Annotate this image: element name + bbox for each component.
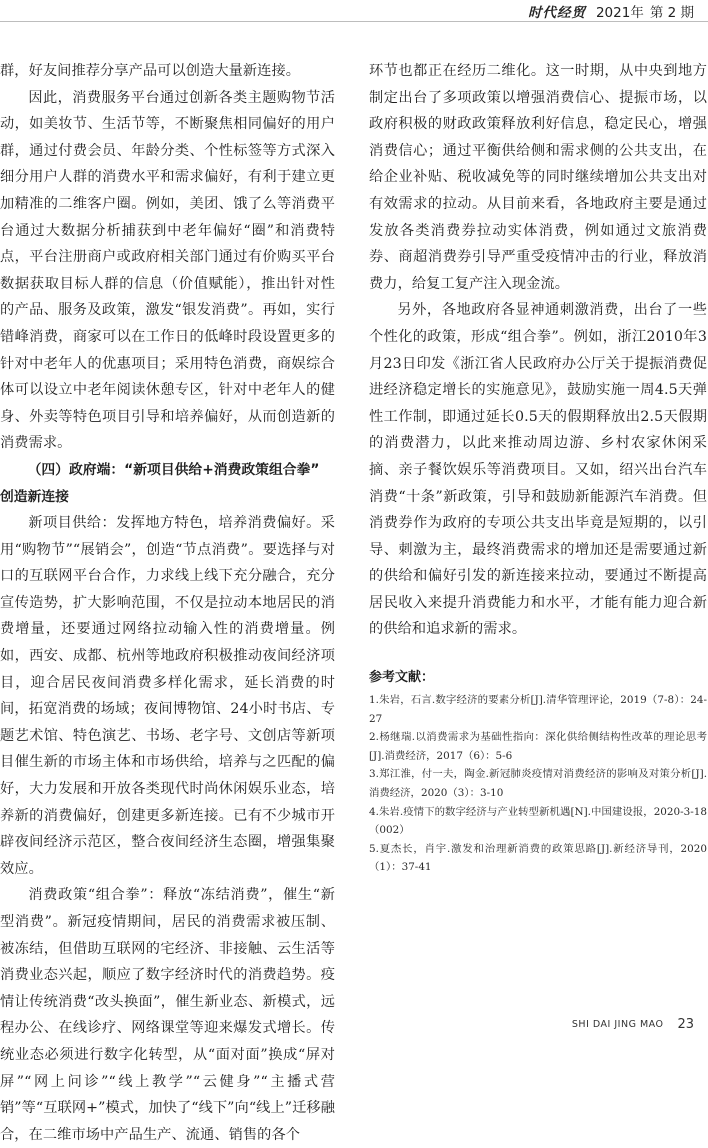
header-text bbox=[528, 1, 694, 21]
page-header bbox=[0, 0, 708, 22]
reference-item: 3.郑江淮，付一夫，陶金.新冠肺炎疫情对消费经济的影响及对策分析[J].消费经济，2020（3）：3-10 bbox=[369, 768, 707, 800]
references bbox=[369, 667, 707, 877]
paragraph: 另外，各地政府各显神通刺激消费，出台了一些个性化的政策，形成“组合拳”。例如，浙江2010年3月23日印发《浙江省人民政府办公厅关于提振消费促进经济稳定增长的实施意见》，鼓励实施一周4.5天弹性工作制，即通过延长0.5天的假期释放出2.5天假期的消费潜力，以此来推动周边游、乡村农家休闲采摘、亲子餐饮娱乐等消费项目。又如，绍兴出台汽车消费“十条”新政策，引导和鼓励新能源汽车消费。但消费券作为政府的专项公共支出毕竟是短期的，以引导、刺激为主，最终消费需求的增加还是需要通过新的供给和偏好引发的新连接来拉动，要通过不断提高居民收入来提升消费能力和水平，才能有能力迎合新的供给和追求新的需求。 bbox=[369, 302, 707, 638]
reference-item: 1.朱岩，石言.数字经济的要素分析[J].清华管理评论，2019（7-8）：24-27 bbox=[369, 694, 707, 725]
references-title: 参考文献： bbox=[369, 670, 435, 686]
section-heading-line1: （四）政府端：“新项目供给+消费政策组合拳” bbox=[27, 461, 320, 478]
paragraph: 因此，消费服务平台通过创新各类主题购物节活动，如美妆节、生活节等，不断聚焦相同偏好的用户群，通过付费会员、年龄分类、个性标签等方式深入细分用户人群的消费水平和需求偏好，有利于建立更加精准的二维客户圈。例如，美团、饿了么等消费平台通过大数据分析捕获到中老年偏好“圈”和消费特点，平台注册商户或政府相关部门通过有价购买平台数据获取目标人群的信息（价值赋能），推出针对性的产品、服务及政策，激发“银发消费”。再如，实行错峰消费，商家可以在工作日的低峰时段设置更多的针对中老年人的优惠项目；采用特色消费，商娱综合体可以设立中老年阅读休憩专区，针对中老年人的健身、外卖等特色项目引导和培养偏好，从而创造新的消费需求。 bbox=[0, 89, 335, 452]
right-column bbox=[369, 58, 707, 877]
page-number: 23 bbox=[677, 1017, 694, 1032]
reference-item: 5.夏杰长，肖宇.激发和治理新消费的政策思路[J].新经济导刊，2020（1）：37-41 bbox=[369, 842, 707, 874]
reference-item: 4.朱岩.疫情下的数字经济与产业转型新机遇[N].中国建设报，2020-3-18（002） bbox=[369, 805, 707, 837]
paragraph: 群，好友间推荐分享产品可以创造大量新连接。 bbox=[0, 63, 301, 79]
magazine-title: 时代经贸 bbox=[527, 5, 586, 21]
paragraph: 新项目供给：发挥地方特色，培养消费偏好。采用“购物节”“展销会”，创造“节点消费”。要选择与对口的互联网平台合作，力求线上线下充分融合，充分宣传造势，扩大影响范围，不仅是拉动本地居民的消费增量，还要通过网络拉动输入性的消费增量。例如，西安、成都、杭州等地政府积极推动夜间经济项目，迎合居民夜间消费多样化需求，延长消费的时间，拓宽消费的场域；夜间博物馆、24小时书店、专题艺术馆、特色演艺、书场、老字号、文创店等新项目催生新的市场主体和市场供给，培养与之匹配的偏好，大力发展和开放各类现代时尚休闲娱乐业态，培养新的消费偏好，创建更多新连接。已有不少城市开辟夜间经济示范区，整合夜间经济生态圈，增强集聚效应。 bbox=[0, 515, 335, 877]
section-heading bbox=[0, 457, 335, 510]
paragraph: 环节也都正在经历二维化。这一时期，从中央到地方制定出台了多项政策以增强消费信心、提振市场，以政府积极的财政政策释放利好信息，稳定民心，增强消费信心；通过平衡供给侧和需求侧的公共支出，在给企业补贴、税收减免等的同时继续增加公共支出对有效需求的拉动。从目前来看，各地政府主要是通过发放各类消费券拉动实体消费，例如通过文旅消费券、商超消费券引导严重受疫情冲击的行业，释放消费力，给复工复产注入现金流。 bbox=[369, 63, 707, 292]
header-rule bbox=[0, 21, 708, 22]
footer-magazine-name: SHI DAI JING MAO bbox=[571, 1019, 664, 1030]
issue-year: 2021年 bbox=[595, 5, 644, 21]
page-footer bbox=[572, 1014, 694, 1033]
issue-number: 第 2 期 bbox=[649, 5, 694, 21]
reference-item: 2.杨继瑞.以消费需求为基础性指向：深化供给侧结构性改革的理论思考[J].消费经济，2017（6）：5-6 bbox=[369, 731, 707, 762]
left-column bbox=[0, 58, 335, 1148]
section-heading-line2: 创造新连接 bbox=[0, 488, 69, 505]
paragraph: 消费政策“组合拳”：释放“冻结消费”，催生“新型消费”。新冠疫情期间，居民的消费需求被压制、被冻结，但借助互联网的宅经济、非接触、云生活等消费业态兴起，顺应了数字经济时代的消费趋势。疫情让传统消费“改头换面”，催生新业态、新模式，远程办公、在线诊疗、网络课堂等迎来爆发式增长。传统业态必须进行数字化转型，从“面对面”换成“屏对屏”“网上问诊”“线上教学”“云健身”“主播式营销”等“互联网+”模式，加快了“线下”向“线上”迁移融合，在二维市场中产品生产、流通、销售的各个 bbox=[0, 887, 335, 1143]
